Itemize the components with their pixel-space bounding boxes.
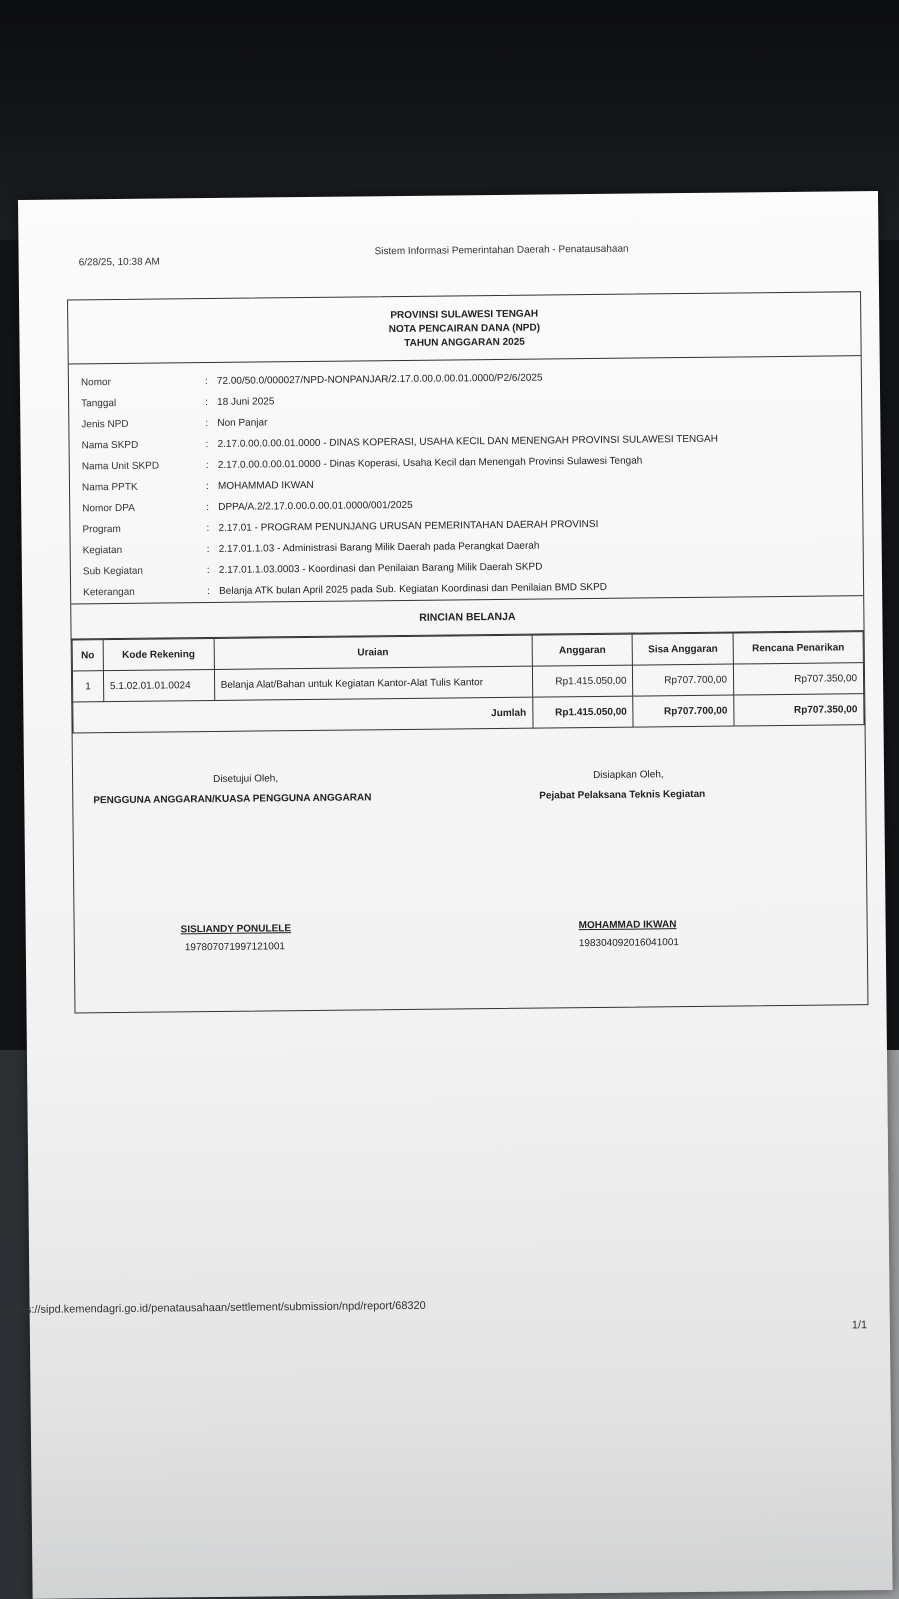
total-anggaran: Rp1.415.050,00 [532,696,633,728]
title-document: NOTA PENCAIRAN DANA (NPD) [388,322,541,336]
npd-form-frame [67,291,868,1013]
cell-uraian: Belanja Alat/Bahan untuk Kegiatan Kantor-Alat Tulis Kantor [214,666,532,700]
info-value: 18 Juni 2025 [217,396,275,408]
info-value: 2.17.0.00.0.00.01.0000 - DINAS KOPERASI, USAHA KECIL DAN MENENGAH PROVINSI SULAWESI TENGAH [217,433,718,450]
preparer-role: Pejabat Pelaksana Teknis Kegiatan [539,788,706,802]
info-value: 2.17.01 - PROGRAM PENUNJANG URUSAN PEMERINTAHAN DAERAH PROVINSI [218,518,599,534]
info-label: Nomor [80,377,111,389]
info-colon: : [206,544,210,556]
info-colon: : [204,376,208,388]
info-value: 72.00/50.0/000027/NPD-NONPANJAR/2.17.0.00.0.00.01.0000/P2/6/2025 [216,372,543,387]
info-value: MOHAMMAD IKWAN [217,479,314,492]
info-label: Nama SKPD [81,439,139,452]
info-value: DPPA/A.2/2.17.0.00.0.00.01.0000/001/2025 [218,499,413,513]
info-colon: : [207,586,210,598]
cell-kode-rekening: 5.1.02.01.01.0024 [103,669,214,701]
total-sisa-anggaran: Rp707.700,00 [633,695,734,727]
info-label: Nama PPTK [81,481,138,494]
print-footer-url: ttps://sipd.kemendagri.go.id/penatausahaan/settlement/submission/npd/report/68320 [13,1299,426,1317]
info-label: Program [82,523,121,536]
document-title-block [68,292,861,364]
info-label: Nomor DPA [82,502,135,515]
title-fiscal-year: TAHUN ANGGARAN 2025 [404,336,525,349]
total-label: Jumlah [73,697,533,733]
info-colon: : [205,439,209,451]
printed-paper [13,191,893,1599]
signature-section [73,725,868,1003]
info-value: 2.17.01.1.03 - Administrasi Barang Milik Daerah pada Perangkat Daerah [218,540,540,555]
preparer-nip: 198304092016041001 [578,937,679,950]
info-label: Nama Unit SKPD [81,460,160,473]
approved-by-caption: Disetujui Oleh, [213,773,279,785]
info-value: 2.17.01.1.03.0003 - Koordinasi dan Penilaian Barang Milik Daerah SKPD [218,561,543,576]
info-label: Jenis NPD [81,418,129,431]
col-header-kode-rekening: Kode Rekening [103,638,214,670]
info-label: Keterangan [83,586,135,599]
info-colon: : [205,397,208,409]
title-province: PROVINSI SULAWESI TENGAH [390,308,539,322]
col-header-rencana-penarikan: Rencana Penarikan [733,632,863,664]
col-header-anggaran: Anggaran [532,634,633,666]
cell-sisa-anggaran: Rp707.700,00 [633,664,734,696]
info-label: Tanggal [81,397,117,410]
info-colon: : [206,523,210,535]
info-label: Kegiatan [82,544,123,557]
cell-no: 1 [72,671,103,702]
approver-nip: 197807071997121001 [184,941,286,954]
info-colon: : [206,502,210,514]
col-header-no: No [72,640,103,671]
cell-anggaran: Rp1.415.050,00 [532,665,633,697]
info-value: Non Panjar [217,417,268,429]
info-label: Sub Kegiatan [82,565,144,578]
approver-name: SISLIANDY PONULELE [180,923,292,936]
col-header-sisa-anggaran: Sisa Anggaran [633,633,734,665]
rincian-belanja-title: RINCIAN BELANJA [71,596,863,639]
col-header-uraian: Uraian [214,635,532,669]
info-colon: : [205,418,209,430]
info-colon: : [205,481,209,493]
info-colon: : [205,460,209,472]
info-value: 2.17.0.00.0.00.01.0000 - Dinas Koperasi, Usaha Kecil dan Menengah Provinsi Sulawesi Tengah [217,455,643,471]
info-colon: : [206,565,210,577]
prepared-by-caption: Disiapkan Oleh, [593,769,664,782]
info-section [69,356,863,604]
print-page-number: 1/1 [851,1319,868,1332]
info-value: Belanja ATK bulan April 2025 pada Sub. Kegiatan Koordinasi dan Penilaian BMD SKPD [219,581,608,597]
approver-role: PENGGUNA ANGGARAN/KUASA PENGGUNA ANGGARAN [93,792,372,807]
print-timestamp: 6/28/25, 10:38 AM [78,256,160,269]
cell-rencana-penarikan: Rp707.350,00 [733,663,863,695]
print-system-title: Sistem Informasi Pemerintahan Daerah - Penatausahaan [374,243,629,258]
total-rencana-penarikan: Rp707.350,00 [734,694,864,726]
rincian-belanja-table [72,631,865,733]
preparer-name: MOHAMMAD IKWAN [578,919,677,932]
